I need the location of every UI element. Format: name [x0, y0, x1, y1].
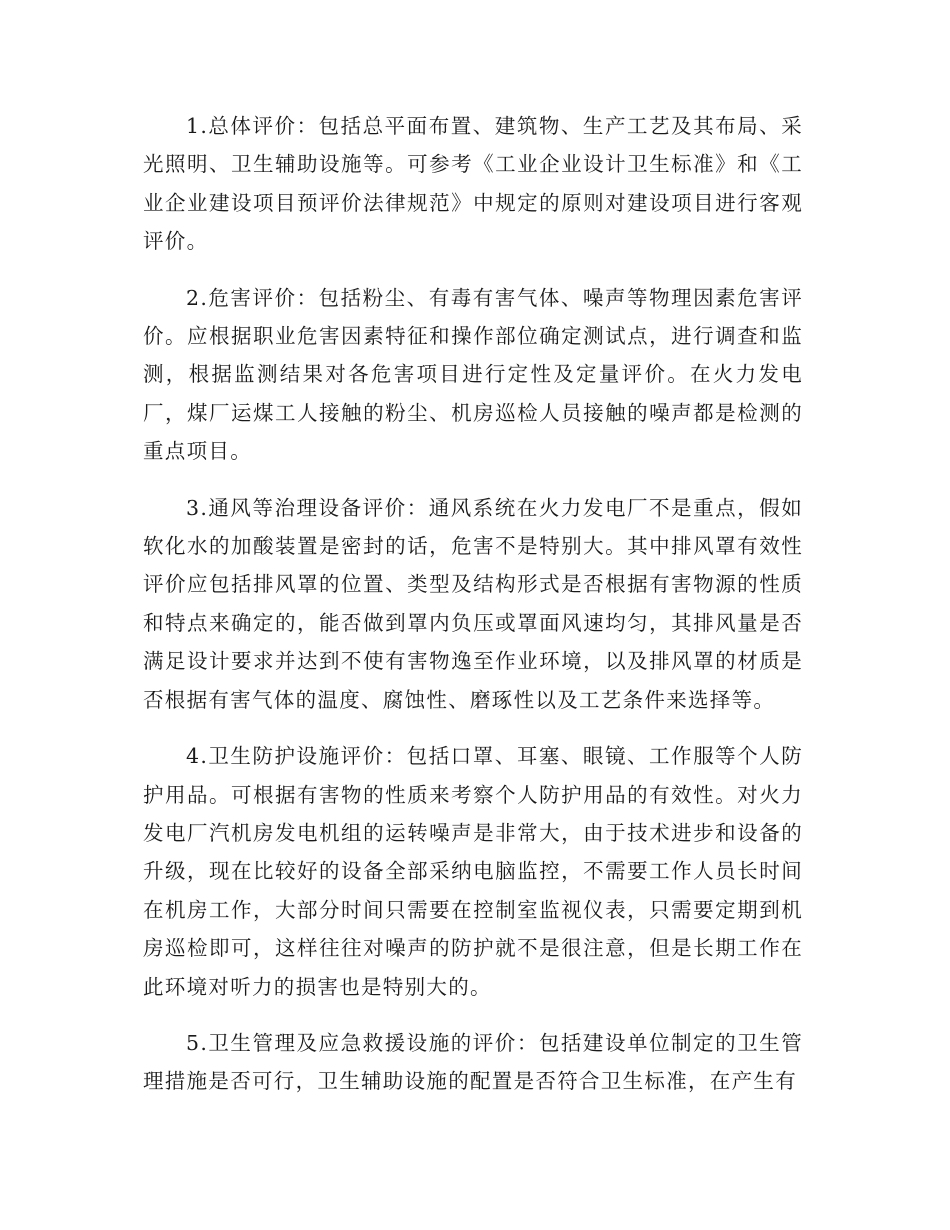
paragraph-protection-evaluation: 4.卫生防护设施评价：包括口罩、耳塞、眼镜、工作服等个人防护用品。可根据有害物的性质来考察个人防护用品的有效性。对火力发电厂汽机房发电机组的运转噪声是非常大，由于技术进步和设备的升级，现在比较好的设备全部采纳电脑监控，不需要工作人员长时间在机房工作，大部分时间只需要在控制室监视仪表，只需要定期到机房巡检即可，这样往往对噪声的防护就不是很注意，但是长期工作在此环境对听力的损害也是特别大的。	[143, 744, 803, 999]
paragraph-ventilation-evaluation: 3.通风等治理设备评价：通风系统在火力发电厂不是重点，假如软化水的加酸装置是密封的话，危害不是特别大。其中排风罩有效性评价应包括排风罩的位置、类型及结构形式是否根据有害物源的性质和特点来确定的，能否做到罩内负压或罩面风速均匀，其排风量是否满足设计要求并达到不使有害物逸至作业环境，以及排风罩的材质是否根据有害气体的温度、腐蚀性、磨琢性以及工艺条件来选择等。	[143, 495, 803, 712]
paragraph-hazard-evaluation: 2.危害评价：包括粉尘、有毒有害气体、噪声等物理因素危害评价。应根据职业危害因素特征和操作部位确定测试点，进行调查和监测，根据监测结果对各危害项目进行定性及定量评价。在火力发电厂，煤厂运煤工人接触的粉尘、机房巡检人员接触的噪声都是检测的重点项目。	[143, 285, 803, 464]
document-body	[143, 107, 803, 1119]
paragraph-management-evaluation: 5.卫生管理及应急救援设施的评价：包括建设单位制定的卫生管理措施是否可行，卫生辅助设施的配置是否符合卫生标准，在产生有	[143, 1030, 803, 1094]
paragraph-overall-evaluation: 1.总体评价：包括总平面布置、建筑物、生产工艺及其布局、采光照明、卫生辅助设施等。可参考《工业企业设计卫生标准》和《工业企业建设项目预评价法律规范》中规定的原则对建设项目进行客观评价。	[143, 114, 803, 254]
